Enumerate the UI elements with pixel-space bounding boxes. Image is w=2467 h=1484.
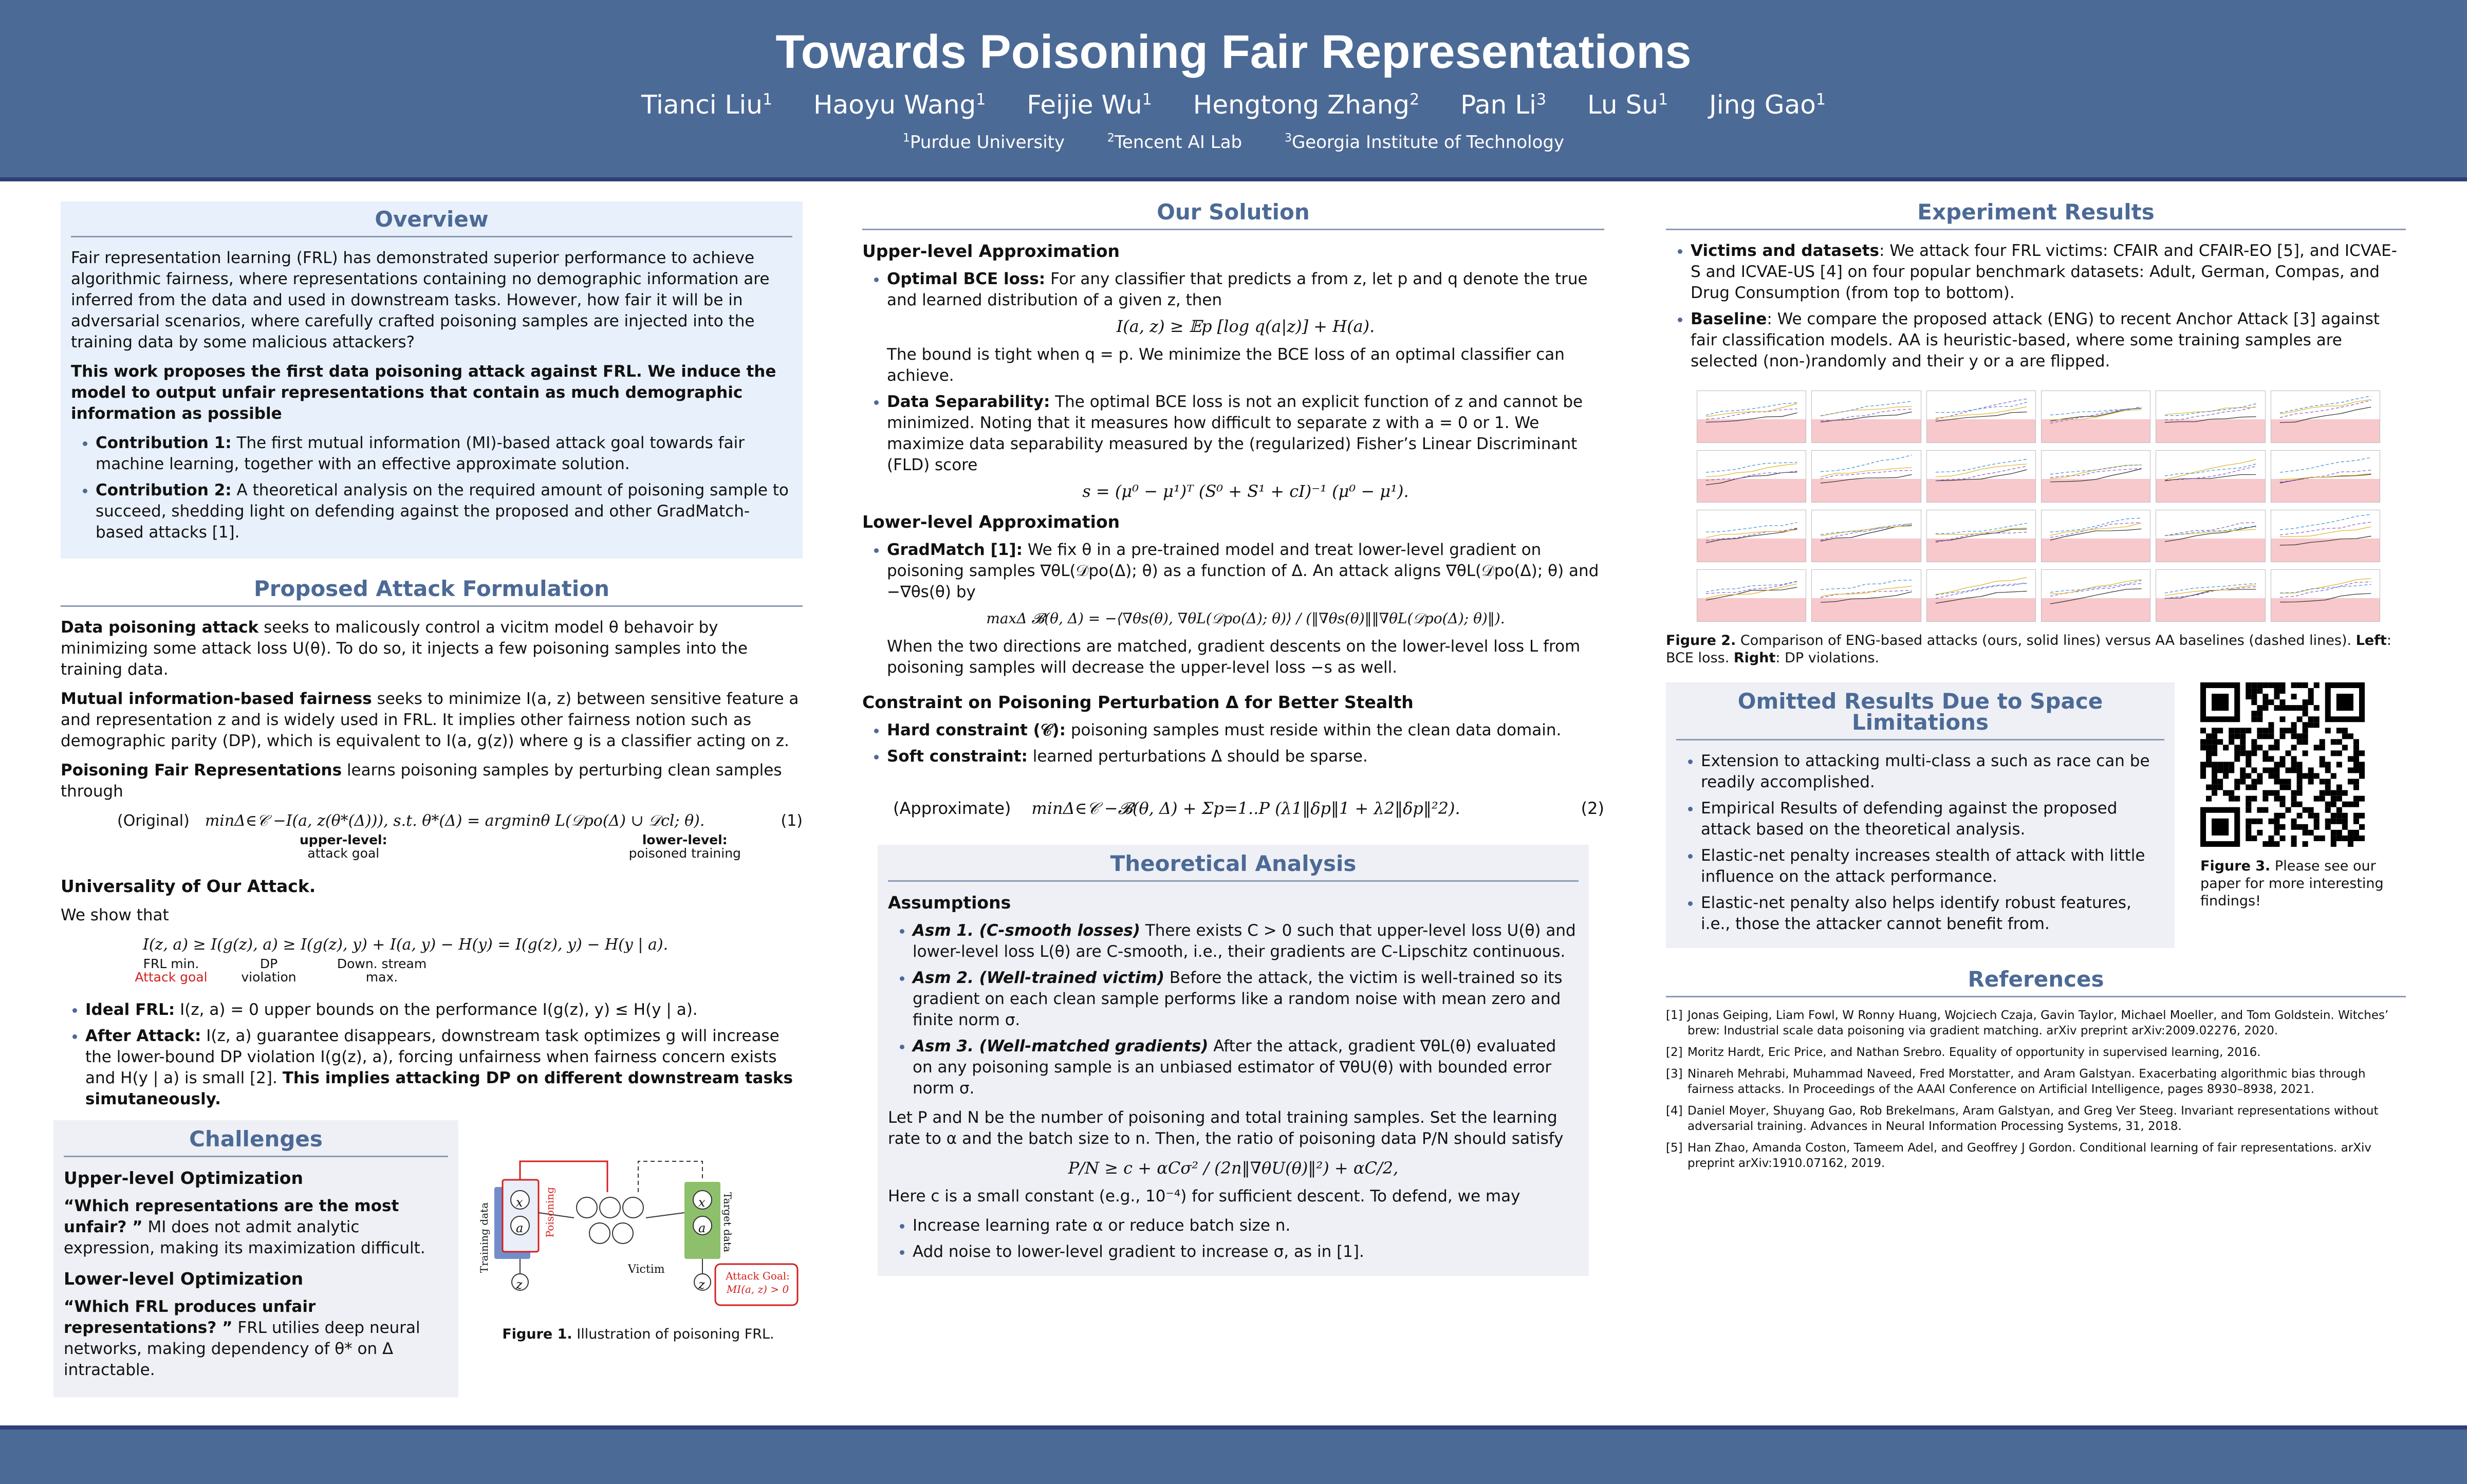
assumption-item: • Asm 3. (Well-matched gradients) After the attack, gradient ∇θL(θ) evaluated on any poisoning sample is an unbiased estimator of ∇θU(θ) with bounded error norm σ. [913, 1036, 1579, 1099]
diagram-label: x [698, 1195, 706, 1210]
author: Haoyu Wang$^1$ [813, 90, 986, 120]
equation-chain: I(z, a) ≥ I(g(z), a) ≥ I(g(z), y) + I(a, y) − H(y) = I(g(z), y) − H(y | a). FRL min. Attack goal DP violation Down. stream max. [135, 936, 669, 985]
section-title: Overview [71, 209, 792, 237]
result-plot [2156, 391, 2265, 443]
constraint-item: • Soft constraint: learned perturbations Δ should be sparse. [887, 746, 1604, 767]
lower-list [862, 540, 1604, 678]
assumption-list [888, 920, 1579, 1099]
poster-title: Towards Poisoning Fair Representations [775, 26, 1692, 78]
omitted-item: • Empirical Results of defending against the proposed attack based on the theoretical analysis. [1701, 798, 2164, 840]
section-title: Proposed Attack Formulation [61, 578, 803, 607]
bce-equation: I(a, z) ≥ 𝔼p [log q(a|z)] + H(a). [1116, 317, 1375, 336]
challenge-text: “Which representations are the most unfair? ” MI does not admit analytic expression, making its maximization difficult. [64, 1197, 425, 1257]
challenges-row [53, 1120, 803, 1397]
result-plot [1811, 391, 1921, 443]
universality-title: Universality of Our Attack. [61, 876, 316, 896]
affiliation: $^1$Purdue University [902, 132, 1065, 153]
result-plot [2041, 450, 2150, 503]
author-list [0, 90, 2467, 120]
experiment-item: • Victims and datasets: We attack four FRL victims: CFAIR and CFAIR-EO [5], and ICVAE-S and ICVAE-US [4] on four popular benchmark datasets: Adult, German, Compas, and Drug Consumption (from top to bottom). [1691, 240, 2406, 304]
poisoning-diagram [474, 1156, 803, 1310]
equation-2: (Approximate) minΔ∈𝒞 −𝓑(θ, Δ) + Σp=1..P (λ1‖δp‖1 + λ2‖δp‖²2). (2) [893, 799, 1604, 818]
theory-para: Let P and N be the number of poisoning and total training samples. Set the learning rate to α and the batch size to n. Then, the ratio of poisoning data P/N should satisfy [888, 1108, 1564, 1148]
theory-para: Here c is a small constant (e.g., 10⁻⁴) for sufficient descent. To defend, we may [888, 1187, 1520, 1205]
diagram-label: Training data [478, 1202, 490, 1273]
result-plot [1811, 510, 1921, 562]
author: Pan Li$^3$ [1460, 90, 1547, 120]
poster-header [0, 0, 2467, 181]
assumption-item: • Asm 1. (C-smooth losses) There exists C > 0 such that upper-level loss U(θ) and lower-level loss L(θ) are C-smooth, i.e., their gradients are C-Lipschitz continuous. [913, 920, 1579, 962]
subsection-title: Assumptions [888, 893, 1011, 913]
section-title: Challenges [64, 1128, 448, 1157]
constraint-item: • Hard constraint (𝒞): poisoning samples must reside within the clean data domain. [887, 720, 1604, 741]
column-middle [862, 201, 1604, 1276]
challenge-text: “Which FRL produces unfair representations? ” FRL utilies deep neural networks, making dependency of θ* on Δ intractable. [64, 1297, 420, 1379]
gradmatch-equation: maxΔ 𝓑(θ, Δ) = −⟨∇θs(θ), ∇θL(𝒟po(Δ); θ)⟩ / (‖∇θs(θ)‖‖∇θL(𝒟po(Δ); θ)‖). [986, 610, 1505, 627]
result-plot [1926, 450, 2036, 503]
fld-equation: s = (μ⁰ − μ¹)ᵀ (S⁰ + S¹ + cI)⁻¹ (μ⁰ − μ¹). [1082, 481, 1409, 501]
result-plot [2271, 510, 2380, 562]
figure-1 [474, 1156, 803, 1397]
overview-section [61, 201, 803, 559]
diagram-label: a [516, 1221, 524, 1235]
result-plot [2271, 450, 2380, 503]
attack-goal-box: Attack Goal: MI(a, z) > 0 [726, 1270, 790, 1295]
reference-list [1666, 1008, 2406, 1171]
universality-intro: We show that [61, 906, 169, 924]
author: Lu Su$^1$ [1587, 90, 1668, 120]
result-plot [2271, 569, 2380, 622]
figure-caption: Figure 2. Comparison of ENG-based attacks (ours, solid lines) versus AA baselines (dashed lines). Left: BCE loss. Right: DP violations. [1666, 633, 2391, 666]
qr-code-icon[interactable] [2200, 682, 2365, 847]
omitted-list [1676, 751, 2164, 935]
poster-footer [0, 1425, 2467, 1484]
result-plot [1811, 569, 1921, 622]
contribution-item: • Contribution 1: The first mutual information (MI)-based attack goal towards fair machine learning, together with an effective approximate solution. [96, 433, 792, 475]
reference-item: [5] Han Zhao, Amanda Coston, Tameem Adel, and Geoffrey J Gordon. Conditional learning of fair representations. arXiv preprint arXiv:1910.07162, 2019. [1666, 1141, 2371, 1170]
subsection-title: Upper-level Approximation [862, 241, 1120, 261]
assumption-item: • Asm 2. (Well-trained victim) Before the attack, the victim is well-trained so its gradient on each clean sample performs like a random noise with mean zero and finite norm σ. [913, 968, 1579, 1031]
result-plot [1697, 510, 1806, 562]
result-plot [1926, 510, 2036, 562]
diagram-label: Poisoning [544, 1187, 556, 1238]
experiment-item: • Baseline: We compare the proposed attack (ENG) to recent Anchor Attack [3] against fair classification models. AA is heuristic-based, where some training samples are selected (non-)randomly and their y or a are flipped. [1691, 309, 2406, 372]
affiliation: $^2$Tencent AI Lab [1107, 132, 1242, 153]
theory-section [878, 845, 1589, 1276]
qr-caption: Figure 3. Please see our paper for more interesting findings! [2200, 858, 2384, 909]
attack-para: Mutual information-based fairness seeks to minimize I(a, z) between sensitive feature a and representation z and is widely used in FRL. It implies other fairness notion such as demographic parity (DP), which is equivalent to I(a, g(z)) where g is a classifier acting on z. [61, 690, 799, 750]
omitted-row [1666, 682, 2406, 948]
reference-item: [1] Jonas Geiping, Liam Fowl, W Ronny Huang, Wojciech Czaja, Gavin Taylor, Michael Moeller, and Tom Goldstein. Witches’ brew: Industrial scale data poisoning via gradient matching. arXiv preprint arXiv:2009.02276, 2020. [1666, 1009, 2389, 1037]
author: Jing Gao$^1$ [1709, 90, 1826, 120]
affiliation: $^3$Georgia Institute of Technology [1284, 132, 1565, 153]
result-plot [1926, 391, 2036, 443]
overview-highlight: This work proposes the first data poisoning attack against FRL. We induce the model to output unfair representations that contain as much demographic information as possible [71, 362, 776, 423]
result-plot [1811, 450, 1921, 503]
diagram-label: a [698, 1221, 706, 1235]
result-plot [2156, 569, 2265, 622]
reference-item: [3] Ninareh Mehrabi, Muhammad Naveed, Fred Morstatter, and Aram Galstyan. Exacerbating algorithmic bias through fairness attacks. In Proceedings of the AAAI Conference on Artificial Intelligence, pages 8930–8938, 2021. [1666, 1067, 2366, 1096]
upper-list [862, 269, 1604, 502]
upper-item: • Data Separability: The optimal BCE loss is not an explicit function of z and cannot be minimized. Noting that it measures how difficult to separate z with a = 0 or 1. We maximize data separability measured by the (regularized) Fisher’s Linear Discriminant (FLD) score s = (μ⁰ − μ¹)ᵀ (S⁰ + S¹ + cI)⁻¹ (μ⁰ − μ¹). [887, 392, 1604, 502]
result-plot [2041, 510, 2150, 562]
diagram-label: Victim [628, 1263, 665, 1276]
figure-caption: Figure 1. Illustration of poisoning FRL. [502, 1326, 774, 1342]
omitted-item: • Extension to attacking multi-class a such as race can be readily accomplished. [1701, 751, 2164, 793]
section-title: Omitted Results Due to Space Limitations [1676, 691, 2164, 740]
equation-1: (Original) minΔ∈𝒞 −I(a, z(θ*(Δ))), s.t. θ*(Δ) = argminθ L(𝒟po(Δ) ∪ 𝒟cl; θ). (1) upper-level: attack goal lower-level: poisoned training [117, 812, 803, 861]
frl-item: • After Attack: I(z, a) guarantee disappears, downstream task optimizes g will increase the lower-bound DP violation I(g(z), a), forcing unfairness when fairness concern exists and H(y | a) is small [2]. This implies attacking DP on different downstream tasks simutaneously. [85, 1026, 803, 1110]
challenge-heading: Lower-level Optimization [64, 1269, 304, 1289]
affiliation-list [0, 132, 2467, 153]
omitted-section [1666, 682, 2175, 948]
diagram-label: x [516, 1195, 523, 1210]
author: Hengtong Zhang$^2$ [1193, 90, 1420, 120]
frl-item: • Ideal FRL: I(z, a) = 0 upper bounds on the performance I(g(z), y) ≤ H(y | a). [85, 999, 803, 1021]
upper-item: • Optimal BCE loss: For any classifier that predicts a from z, let p and q denote the true and learned distribution of a given z, then I(a, z) ≥ 𝔼p [log q(a|z)] + H(a). The bound is tight when q = p. We minimize the BCE loss of an optimal classifier can achieve. [887, 269, 1604, 386]
attack-para: Data poisoning attack seeks to malicously control a vicitm model θ behavoir by minimizing some attack loss U(θ). To do so, it injects a few poisoning samples into the training data. [61, 618, 748, 679]
subsection-title: Lower-level Approximation [862, 512, 1120, 532]
result-plot [2156, 510, 2265, 562]
diagram-label: Target data [721, 1192, 734, 1252]
result-plot-grid [1666, 380, 2406, 627]
reference-item: [4] Daniel Moyer, Shuyang Gao, Rob Brekelmans, Aram Galstyan, and Greg Ver Steeg. Invariant representations without adversarial training. Advances in Neural Information Processing Systems, 31, 2018. [1666, 1104, 2379, 1133]
result-plot [1697, 450, 1806, 503]
result-plot [1697, 569, 1806, 622]
challenges-section [53, 1120, 458, 1397]
attack-section [61, 578, 803, 1110]
section-title: Experiment Results [1666, 201, 2406, 230]
reference-item: [2] Moritz Hardt, Eric Price, and Nathan Srebro. Equality of opportunity in supervised learning, 2016. [1666, 1046, 2261, 1059]
result-plot [1697, 391, 1806, 443]
defense-item: • Increase learning rate α or reduce batch size n. [913, 1215, 1579, 1236]
subsection-title: Constraint on Poisoning Perturbation Δ for Better Stealth [862, 692, 1414, 712]
result-plot [1926, 569, 2036, 622]
column-right [1666, 201, 2406, 1177]
references-section [1666, 969, 2406, 1171]
figure-3 [2200, 682, 2385, 948]
diagram-label: z [516, 1277, 523, 1292]
overview-para: Fair representation learning (FRL) has demonstrated superior performance to achieve algorithmic fairness, where representations containing no demographic information are inferred from the data and used in downstream tasks. However, how fair it will be in adversarial scenarios, where carefully crafted poisoning samples are injected into the training data by some malicious attackers? [71, 249, 770, 351]
experiment-list [1666, 240, 2406, 372]
section-title: References [1666, 969, 2406, 997]
attack-para: Poisoning Fair Representations learns poisoning samples by perturbing clean samples through [61, 761, 782, 801]
result-plot [2271, 391, 2380, 443]
author: Tianci Liu$^1$ [641, 90, 773, 120]
challenge-heading: Upper-level Optimization [64, 1168, 303, 1188]
ratio-equation: P/N ≥ c + αCσ² / (2n‖∇θU(θ)‖²) + αC/2, [1068, 1158, 1399, 1178]
contribution-item: • Contribution 2: A theoretical analysis on the required amount of poisoning sample to succeed, shedding light on defending against the proposed and other GradMatch-based attacks [1]. [96, 480, 792, 543]
author: Feijie Wu$^1$ [1027, 90, 1152, 120]
defense-list [888, 1215, 1579, 1263]
section-title: Theoretical Analysis [888, 853, 1579, 882]
frl-list [61, 999, 803, 1110]
defense-item: • Add noise to lower-level gradient to increase σ, as in [1]. [913, 1241, 1579, 1263]
diagram-label: z [698, 1277, 705, 1292]
contribution-list [71, 433, 792, 543]
result-plot [2041, 569, 2150, 622]
constraint-list [862, 720, 1604, 767]
lower-item: • GradMatch [1]: We fix θ in a pre-trained model and treat lower-level gradient on poisoning samples ∇θL(𝒟po(Δ); θ) as a function of Δ. An attack aligns ∇θL(𝒟po(Δ); θ) and −∇θs(θ) by maxΔ 𝓑(θ, Δ) = −⟨∇θs(θ), ∇θL(𝒟po(Δ); θ)⟩ / (‖∇θs(θ)‖‖∇θL(𝒟po(Δ); θ)‖). When the two directions are matched, gradient descents on the lower-level loss L from poisoning samples will decrease the upper-level loss −s as well. [887, 540, 1604, 678]
column-left [61, 201, 803, 1397]
omitted-item: • Elastic-net penalty also helps identify robust features, i.e., those the attacker cannot benefit from. [1701, 893, 2164, 935]
result-plot [2041, 391, 2150, 443]
section-title: Our Solution [862, 201, 1604, 230]
omitted-item: • Elastic-net penalty increases stealth of attack with little influence on the attack performance. [1701, 845, 2164, 887]
result-plot [2156, 450, 2265, 503]
